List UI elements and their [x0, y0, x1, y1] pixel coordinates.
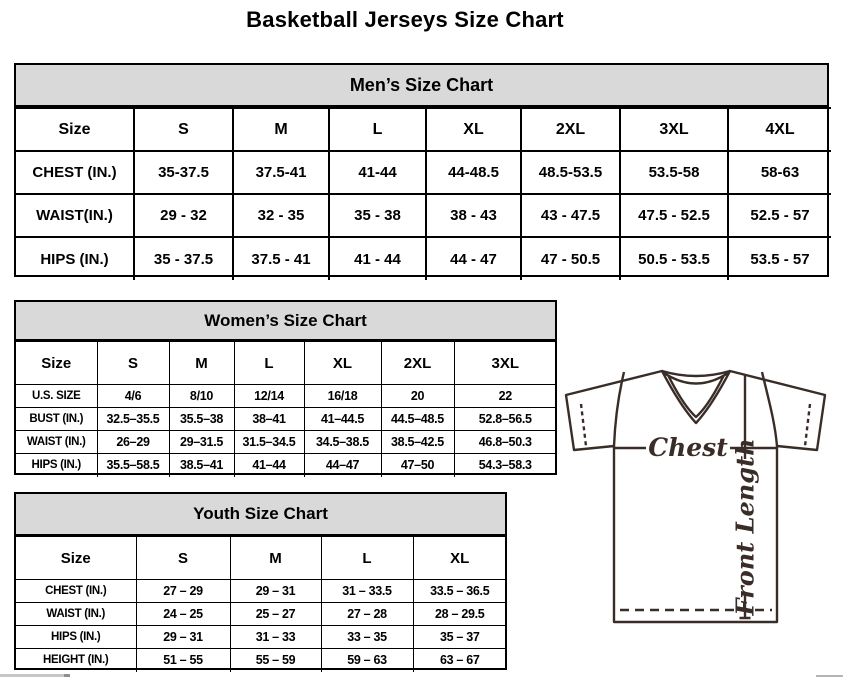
column-header-row — [16, 108, 831, 151]
column-header: 2XL — [381, 342, 454, 385]
size-value-cell: 32.5–35.5 — [97, 408, 169, 431]
row-label: CHEST (IN.) — [16, 151, 134, 194]
column-header: Size — [16, 108, 134, 151]
size-value-cell: 52.5 - 57 — [728, 194, 831, 237]
size-value-cell: 33 – 35 — [321, 626, 413, 649]
column-header: 3XL — [620, 108, 728, 151]
table-row — [16, 454, 556, 477]
size-value-cell: 38.5–41 — [169, 454, 234, 477]
size-value-cell: 48.5-53.5 — [521, 151, 620, 194]
size-value-cell: 29 – 31 — [230, 580, 321, 603]
size-value-cell: 52.8–56.5 — [454, 408, 556, 431]
table-row — [16, 626, 506, 649]
row-label: HIPS (IN.) — [16, 454, 97, 477]
column-header: XL — [304, 342, 381, 385]
horizontal-scrollbar-fragment[interactable] — [816, 675, 843, 677]
size-value-cell: 31 – 33.5 — [321, 580, 413, 603]
column-header: Size — [16, 537, 136, 580]
column-header: Size — [16, 342, 97, 385]
column-header: S — [134, 108, 233, 151]
youth-size-chart — [14, 492, 507, 670]
size-value-cell: 20 — [381, 385, 454, 408]
size-value-cell: 4/6 — [97, 385, 169, 408]
column-header: L — [329, 108, 426, 151]
row-label: HIPS (IN.) — [16, 237, 134, 280]
size-value-cell: 53.5 - 57 — [728, 237, 831, 280]
table-row — [16, 603, 506, 626]
size-value-cell: 63 – 67 — [413, 649, 506, 672]
size-value-cell: 22 — [454, 385, 556, 408]
size-value-cell: 24 – 25 — [136, 603, 230, 626]
size-value-cell: 29 - 32 — [134, 194, 233, 237]
size-value-cell: 41-44 — [329, 151, 426, 194]
column-header: 4XL — [728, 108, 831, 151]
size-value-cell: 32 - 35 — [233, 194, 329, 237]
row-label: BUST (IN.) — [16, 408, 97, 431]
size-value-cell: 38–41 — [234, 408, 304, 431]
column-header-row — [16, 537, 506, 580]
size-value-cell: 29 – 31 — [136, 626, 230, 649]
row-label: HEIGHT (IN.) — [16, 649, 136, 672]
column-header: XL — [413, 537, 506, 580]
size-value-cell: 16/18 — [304, 385, 381, 408]
size-value-cell: 53.5-58 — [620, 151, 728, 194]
row-label: HIPS (IN.) — [16, 626, 136, 649]
size-value-cell: 35 – 37 — [413, 626, 506, 649]
size-value-cell: 44 - 47 — [426, 237, 521, 280]
column-header: XL — [426, 108, 521, 151]
womens-size-chart — [14, 300, 557, 475]
column-header: L — [321, 537, 413, 580]
size-value-cell: 38.5–42.5 — [381, 431, 454, 454]
size-value-cell: 37.5-41 — [233, 151, 329, 194]
table-row — [16, 408, 556, 431]
table-row — [16, 580, 506, 603]
size-value-cell: 31.5–34.5 — [234, 431, 304, 454]
size-value-cell: 41 - 44 — [329, 237, 426, 280]
jersey-measurement-diagram — [558, 362, 843, 662]
table-row — [16, 649, 506, 672]
size-value-cell: 35 - 37.5 — [134, 237, 233, 280]
size-value-cell: 37.5 - 41 — [233, 237, 329, 280]
mens-chart-title: Men’s Size Chart — [16, 65, 827, 107]
chest-label: Chest — [648, 433, 728, 462]
column-header: 2XL — [521, 108, 620, 151]
size-value-cell: 28 – 29.5 — [413, 603, 506, 626]
column-header: S — [136, 537, 230, 580]
row-label: U.S. SIZE — [16, 385, 97, 408]
table-row — [16, 431, 556, 454]
size-value-cell: 47.5 - 52.5 — [620, 194, 728, 237]
column-header: M — [233, 108, 329, 151]
horizontal-scrollbar-thumb[interactable] — [0, 674, 70, 677]
size-value-cell: 29–31.5 — [169, 431, 234, 454]
front-length-label: Front Length — [730, 438, 760, 616]
size-value-cell: 27 – 28 — [321, 603, 413, 626]
column-header: M — [230, 537, 321, 580]
size-value-cell: 33.5 – 36.5 — [413, 580, 506, 603]
mens-size-chart — [14, 63, 829, 277]
size-value-cell: 59 – 63 — [321, 649, 413, 672]
size-value-cell: 34.5–38.5 — [304, 431, 381, 454]
column-header: S — [97, 342, 169, 385]
size-value-cell: 25 – 27 — [230, 603, 321, 626]
size-value-cell: 41–44.5 — [304, 408, 381, 431]
womens-chart-title: Women’s Size Chart — [16, 302, 555, 341]
jersey-outline-shape — [566, 371, 825, 622]
size-value-cell: 44.5–48.5 — [381, 408, 454, 431]
size-value-cell: 55 – 59 — [230, 649, 321, 672]
size-value-cell: 43 - 47.5 — [521, 194, 620, 237]
column-header-row — [16, 342, 556, 385]
row-label: WAIST (IN.) — [16, 603, 136, 626]
size-value-cell: 27 – 29 — [136, 580, 230, 603]
size-value-cell: 54.3–58.3 — [454, 454, 556, 477]
size-value-cell: 46.8–50.3 — [454, 431, 556, 454]
size-value-cell: 35-37.5 — [134, 151, 233, 194]
size-value-cell: 47–50 — [381, 454, 454, 477]
size-value-cell: 47 - 50.5 — [521, 237, 620, 280]
size-value-cell: 58-63 — [728, 151, 831, 194]
size-value-cell: 12/14 — [234, 385, 304, 408]
size-value-cell: 35 - 38 — [329, 194, 426, 237]
size-value-cell: 26–29 — [97, 431, 169, 454]
row-label: WAIST (IN.) — [16, 431, 97, 454]
column-header: 3XL — [454, 342, 556, 385]
womens-size-table — [16, 341, 556, 477]
mens-size-table — [16, 107, 831, 280]
size-value-cell: 35.5–58.5 — [97, 454, 169, 477]
table-row — [16, 194, 831, 237]
size-value-cell: 44–47 — [304, 454, 381, 477]
size-value-cell: 35.5–38 — [169, 408, 234, 431]
youth-size-table — [16, 536, 506, 672]
size-value-cell: 50.5 - 53.5 — [620, 237, 728, 280]
table-row — [16, 385, 556, 408]
table-row — [16, 237, 831, 280]
row-label: WAIST(IN.) — [16, 194, 134, 237]
size-value-cell: 38 - 43 — [426, 194, 521, 237]
horizontal-scrollbar-thumb-tip[interactable] — [64, 674, 70, 677]
size-value-cell: 41–44 — [234, 454, 304, 477]
size-value-cell: 8/10 — [169, 385, 234, 408]
table-row — [16, 151, 831, 194]
size-value-cell: 51 – 55 — [136, 649, 230, 672]
size-value-cell: 44-48.5 — [426, 151, 521, 194]
page-title: Basketball Jerseys Size Chart — [246, 7, 564, 32]
row-label: CHEST (IN.) — [16, 580, 136, 603]
size-value-cell: 31 – 33 — [230, 626, 321, 649]
column-header: L — [234, 342, 304, 385]
youth-chart-title: Youth Size Chart — [16, 494, 505, 536]
column-header: M — [169, 342, 234, 385]
